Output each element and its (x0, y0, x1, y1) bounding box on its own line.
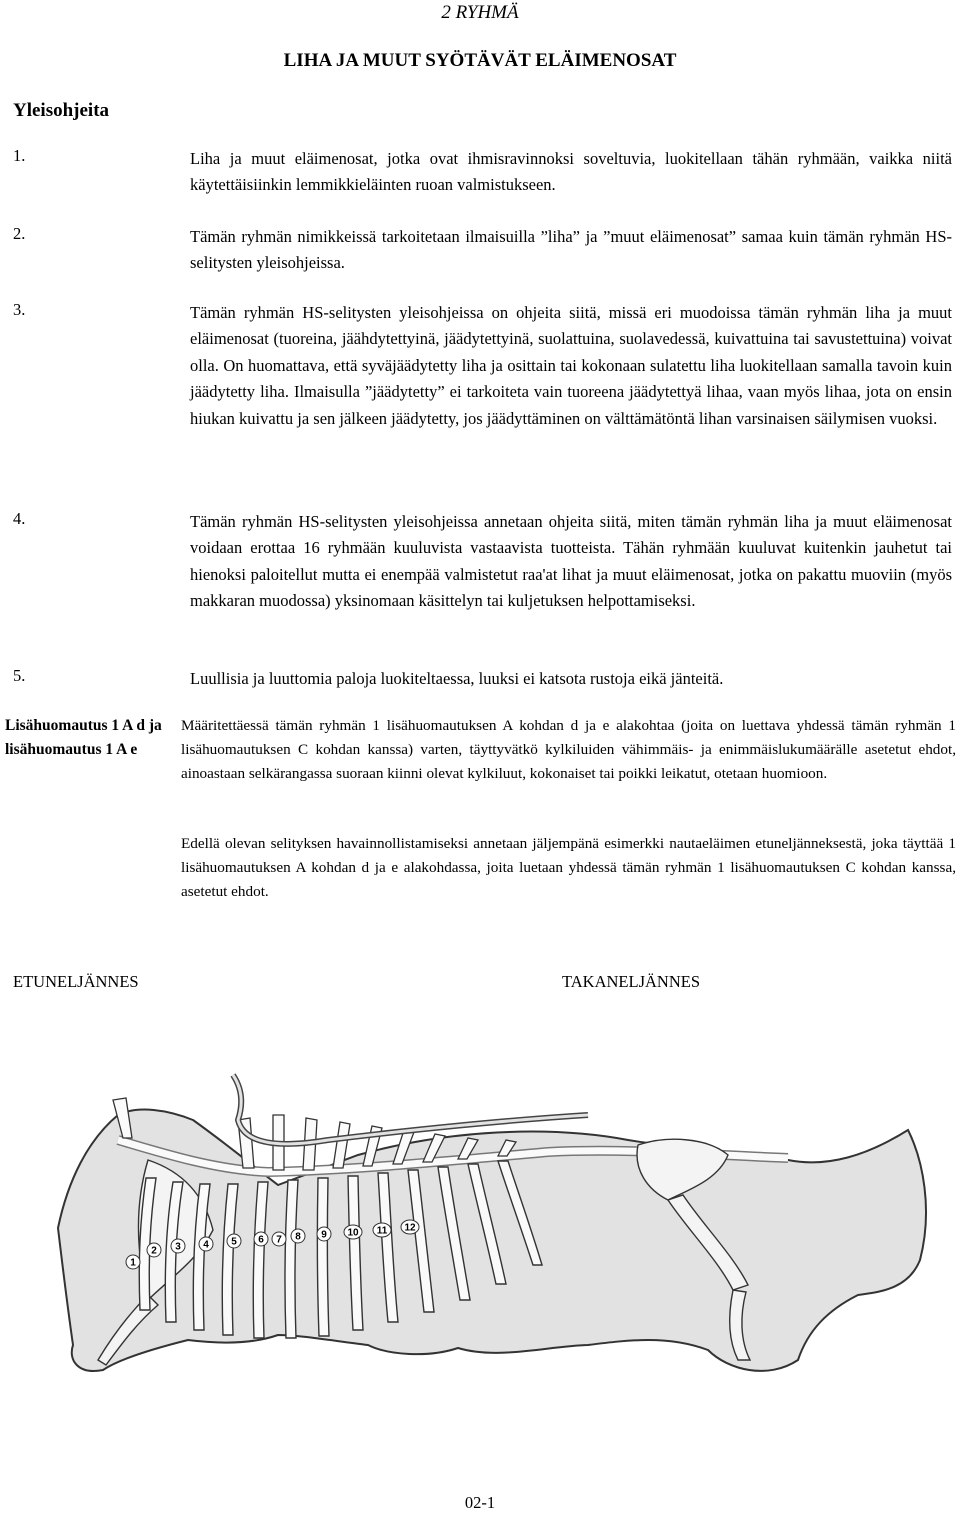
rib-number-label: 6 (258, 1234, 264, 1246)
rib-number-label: 2 (151, 1245, 157, 1257)
item-text: Tämän ryhmän nimikkeissä tarkoitetaan ilmaisuilla ”liha” ja ”muut eläimenosat” samaa kuin tämän ryhmän HS-selitysten yleisohjeissa. (190, 227, 952, 273)
additional-note-label: Lisähuomautus 1 A d ja lisähuomautus 1 A e (5, 717, 162, 758)
forequarter-label: ETUNELJÄNNES (13, 972, 139, 991)
item-number: 4. (13, 509, 26, 528)
rib-number-label: 3 (175, 1241, 181, 1253)
rib-number-label: 7 (276, 1234, 282, 1246)
rib-number-label: 5 (231, 1236, 237, 1248)
rib-number-label: 11 (376, 1225, 388, 1237)
item-number: 5. (13, 666, 26, 685)
item-text: Tämän ryhmän HS-selitysten yleisohjeissa annetaan ohjeita siitä, miten tämän ryhmän liha ja muut eläimenosat voidaan erottaa 16 ryhmään kuuluvista vastaavista tuotteista. Tähän ryhmään kuuluvat kuitenkin jauhetut tai hienoksi paloitellut mutta ei enempää valmistetut raa'at lihat ja muut eläimenosat, jotka on pakattu muoviin (myös makkaran muodossa) yksinomaan käsittelyn tai kuljetuksen helpottamiseksi. (190, 512, 952, 611)
rib-number-label: 8 (295, 1231, 301, 1243)
hindquarter-label: TAKANELJÄNNES (562, 972, 701, 991)
rib-number-label: 12 (404, 1222, 416, 1234)
item-text: Liha ja muut eläimenosat, jotka ovat ihmisravinnoksi soveltuvia, luokitellaan tähän ryhmään, vaikka niitä käytettäisiinkin lemmikkieläinten ruoan valmistukseen. (190, 149, 952, 195)
chapter-title: LIHA JA MUUT SYÖTÄVÄT ELÄIMENOSAT (283, 50, 677, 71)
group-title: 2 RYHMÄ (441, 2, 519, 23)
rib-number-label: 9 (321, 1229, 327, 1241)
rib-number-label: 1 (130, 1257, 136, 1269)
item-number: 1. (13, 146, 26, 165)
section-heading: Yleisohjeita (13, 100, 110, 121)
rib-number-label: 4 (203, 1239, 209, 1251)
page-number: 02-1 (464, 1493, 496, 1512)
beef-carcass-skeleton-illustration (28, 1060, 948, 1400)
additional-note-example: Edellä olevan selityksen havainnollistamiseksi annetaan jäljempänä esimerkki nautaeläimen etuneljänneksestä, joka täyttää 1 lisähuomautuksen A kohdan d ja e alakohdassa, joita luetaan yhdessä tämän ryhmän 1 lisähuomautuksen C kohdan kanssa, asetetut ehdot. (181, 835, 956, 900)
item-number: 3. (13, 300, 26, 319)
item-text: Tämän ryhmän HS-selitysten yleisohjeissa on ohjeita siitä, missä eri muodoissa tämän ryhmän liha ja muut eläimenosat (tuoreina, jäähdytettyinä, jäädytettyinä, suolattuina, suolavedessä, kuivattuina tai savustettuina) voivat olla. On huomattava, että syväjäädytetty liha ja osittain tai kokonaan sulatettu liha luokitellaan samalla tavoin kuin jäädytetty liha. Ilmaisulla ”jäädytetty” ei tarkoiteta vain tuoreena jäädytettyä lihaa, vaan myös lihaa, jota on ensin hiukan kuivattu ja sen jälkeen jäädytetty, jos jäädyttäminen on välttämätöntä lihan varsinaisen säilymisen vuoksi. (190, 303, 952, 428)
item-text: Luullisia ja luuttomia paloja luokiteltaessa, luuksi ei katsota rustoja eikä jänteitä. (190, 669, 724, 688)
item-number: 2. (13, 224, 26, 243)
rib-number-label: 10 (347, 1227, 359, 1239)
additional-note-paragraph: Määritettäessä tämän ryhmän 1 lisähuomautuksen A kohdan d ja e alakohtaa (joita on luettava yhdessä tämän ryhmän 1 lisähuomautuksen C kohdan kanssa) varten, täyttyvätkö kylkiluiden vähimmäis- ja enimmäislukumäärälle asetetut ehdot, ainoastaan selkärangassa suoraan kiinni olevat kylkiluut, kokonaiset tai poikki leikatut, otetaan huomioon. (181, 717, 956, 782)
